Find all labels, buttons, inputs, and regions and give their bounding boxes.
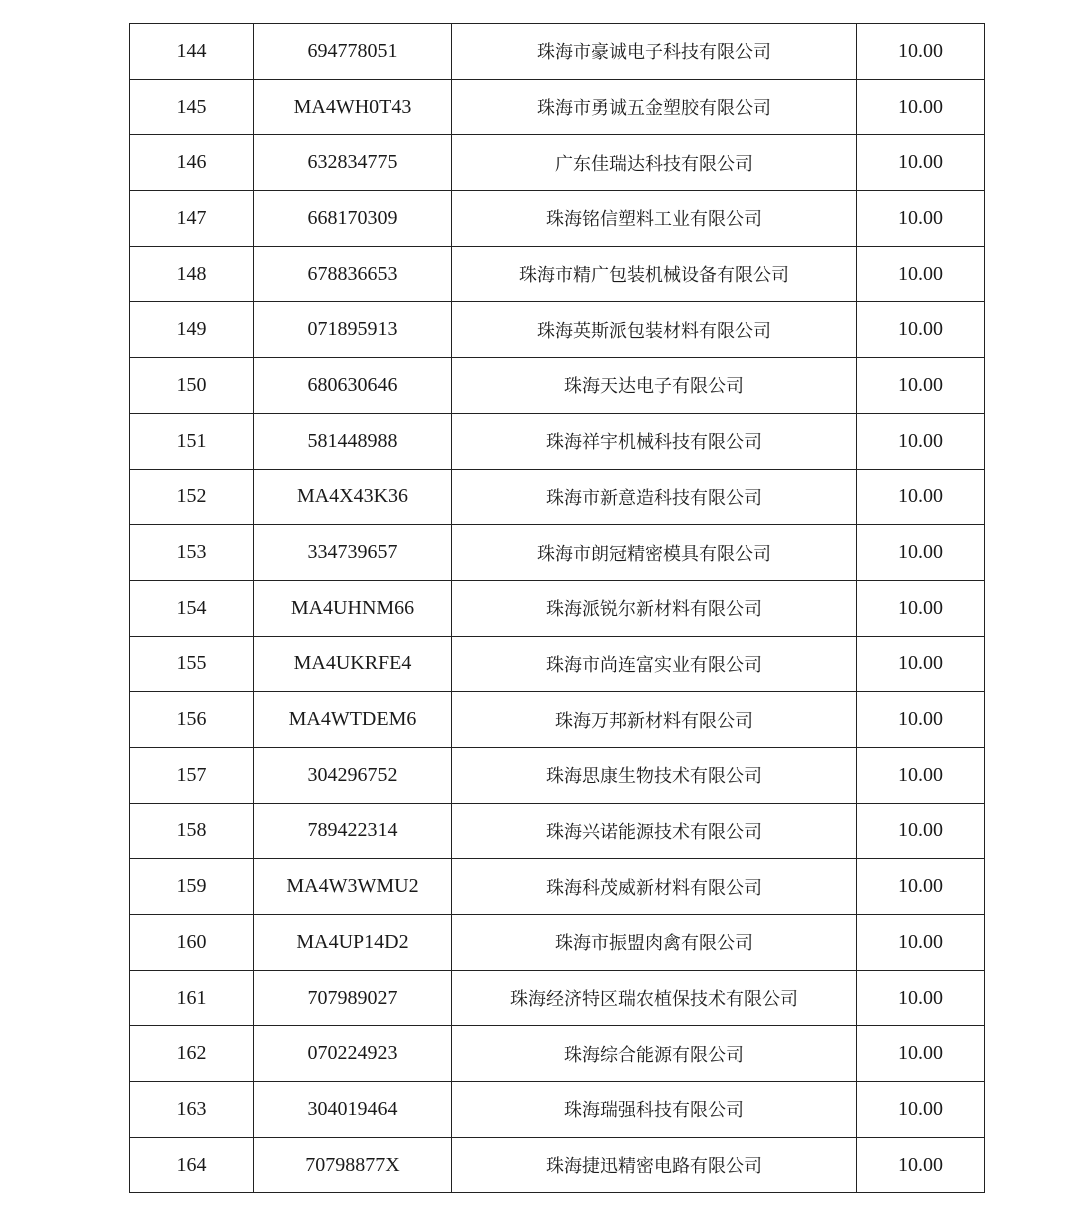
table-row — [130, 358, 985, 414]
company-name-cell: 珠海市朗冠精密模具有限公司 — [452, 525, 857, 581]
table-row — [130, 24, 985, 80]
table-row — [130, 525, 985, 581]
row-number-cell: 151 — [130, 413, 254, 469]
row-number-cell: 144 — [130, 24, 254, 80]
amount-cell: 10.00 — [857, 191, 985, 247]
row-number-cell: 153 — [130, 525, 254, 581]
org-code-cell: 304019464 — [254, 1082, 452, 1138]
table-row — [130, 302, 985, 358]
row-number-cell: 145 — [130, 79, 254, 135]
row-number-cell: 160 — [130, 915, 254, 971]
amount-cell: 10.00 — [857, 747, 985, 803]
company-name-cell: 珠海兴诺能源技术有限公司 — [452, 803, 857, 859]
amount-cell: 10.00 — [857, 1082, 985, 1138]
table-row — [130, 79, 985, 135]
amount-cell: 10.00 — [857, 469, 985, 525]
row-number-cell: 157 — [130, 747, 254, 803]
row-number-cell: 146 — [130, 135, 254, 191]
table-row — [130, 135, 985, 191]
table-row — [130, 636, 985, 692]
org-code-cell: 694778051 — [254, 24, 452, 80]
amount-cell: 10.00 — [857, 79, 985, 135]
table-row — [130, 915, 985, 971]
row-number-cell: 152 — [130, 469, 254, 525]
org-code-cell: 304296752 — [254, 747, 452, 803]
table-row — [130, 580, 985, 636]
amount-cell: 10.00 — [857, 358, 985, 414]
amount-cell: 10.00 — [857, 302, 985, 358]
table-row — [130, 692, 985, 748]
company-list-table — [129, 23, 985, 1193]
table-row — [130, 747, 985, 803]
table-row — [130, 970, 985, 1026]
amount-cell: 10.00 — [857, 1137, 985, 1193]
amount-cell: 10.00 — [857, 1026, 985, 1082]
row-number-cell: 148 — [130, 246, 254, 302]
company-name-cell: 珠海天达电子有限公司 — [452, 358, 857, 414]
company-name-cell: 珠海英斯派包装材料有限公司 — [452, 302, 857, 358]
row-number-cell: 154 — [130, 580, 254, 636]
table-row — [130, 191, 985, 247]
org-code-cell: MA4WTDEM6 — [254, 692, 452, 748]
amount-cell: 10.00 — [857, 970, 985, 1026]
row-number-cell: 150 — [130, 358, 254, 414]
org-code-cell: 632834775 — [254, 135, 452, 191]
company-name-cell: 珠海经济特区瑞农植保技术有限公司 — [452, 970, 857, 1026]
row-number-cell: 164 — [130, 1137, 254, 1193]
row-number-cell: 163 — [130, 1082, 254, 1138]
row-number-cell: 162 — [130, 1026, 254, 1082]
company-name-cell: 珠海瑞强科技有限公司 — [452, 1082, 857, 1138]
row-number-cell: 149 — [130, 302, 254, 358]
org-code-cell: MA4UP14D2 — [254, 915, 452, 971]
amount-cell: 10.00 — [857, 692, 985, 748]
company-name-cell: 珠海市尚连富实业有限公司 — [452, 636, 857, 692]
company-name-cell: 珠海市新意造科技有限公司 — [452, 469, 857, 525]
company-name-cell: 珠海祥宇机械科技有限公司 — [452, 413, 857, 469]
org-code-cell: 071895913 — [254, 302, 452, 358]
amount-cell: 10.00 — [857, 580, 985, 636]
org-code-cell: MA4UKRFE4 — [254, 636, 452, 692]
row-number-cell: 156 — [130, 692, 254, 748]
company-list-table-container — [129, 23, 984, 1193]
table-row — [130, 803, 985, 859]
company-name-cell: 珠海铭信塑料工业有限公司 — [452, 191, 857, 247]
row-number-cell: 161 — [130, 970, 254, 1026]
company-name-cell: 珠海综合能源有限公司 — [452, 1026, 857, 1082]
amount-cell: 10.00 — [857, 246, 985, 302]
table-row — [130, 1082, 985, 1138]
company-name-cell: 珠海思康生物技术有限公司 — [452, 747, 857, 803]
org-code-cell: 707989027 — [254, 970, 452, 1026]
company-name-cell: 珠海捷迅精密电路有限公司 — [452, 1137, 857, 1193]
table-row — [130, 859, 985, 915]
org-code-cell: MA4UHNM66 — [254, 580, 452, 636]
company-name-cell: 珠海科茂威新材料有限公司 — [452, 859, 857, 915]
amount-cell: 10.00 — [857, 135, 985, 191]
org-code-cell: 70798877X — [254, 1137, 452, 1193]
row-number-cell: 158 — [130, 803, 254, 859]
org-code-cell: 678836653 — [254, 246, 452, 302]
company-name-cell: 珠海市精广包装机械设备有限公司 — [452, 246, 857, 302]
amount-cell: 10.00 — [857, 636, 985, 692]
org-code-cell: 070224923 — [254, 1026, 452, 1082]
table-body — [130, 24, 985, 1193]
org-code-cell: MA4X43K36 — [254, 469, 452, 525]
amount-cell: 10.00 — [857, 915, 985, 971]
amount-cell: 10.00 — [857, 24, 985, 80]
company-name-cell: 广东佳瑞达科技有限公司 — [452, 135, 857, 191]
org-code-cell: 789422314 — [254, 803, 452, 859]
amount-cell: 10.00 — [857, 525, 985, 581]
company-name-cell: 珠海市振盟肉禽有限公司 — [452, 915, 857, 971]
table-row — [130, 469, 985, 525]
table-row — [130, 1137, 985, 1193]
table-row — [130, 246, 985, 302]
amount-cell: 10.00 — [857, 413, 985, 469]
table-row — [130, 1026, 985, 1082]
company-name-cell: 珠海市勇诚五金塑胶有限公司 — [452, 79, 857, 135]
company-name-cell: 珠海万邦新材料有限公司 — [452, 692, 857, 748]
row-number-cell: 159 — [130, 859, 254, 915]
row-number-cell: 147 — [130, 191, 254, 247]
org-code-cell: 680630646 — [254, 358, 452, 414]
company-name-cell: 珠海市豪诚电子科技有限公司 — [452, 24, 857, 80]
amount-cell: 10.00 — [857, 859, 985, 915]
org-code-cell: MA4WH0T43 — [254, 79, 452, 135]
org-code-cell: 334739657 — [254, 525, 452, 581]
table-row — [130, 413, 985, 469]
org-code-cell: 668170309 — [254, 191, 452, 247]
row-number-cell: 155 — [130, 636, 254, 692]
org-code-cell: 581448988 — [254, 413, 452, 469]
company-name-cell: 珠海派锐尔新材料有限公司 — [452, 580, 857, 636]
org-code-cell: MA4W3WMU2 — [254, 859, 452, 915]
amount-cell: 10.00 — [857, 803, 985, 859]
